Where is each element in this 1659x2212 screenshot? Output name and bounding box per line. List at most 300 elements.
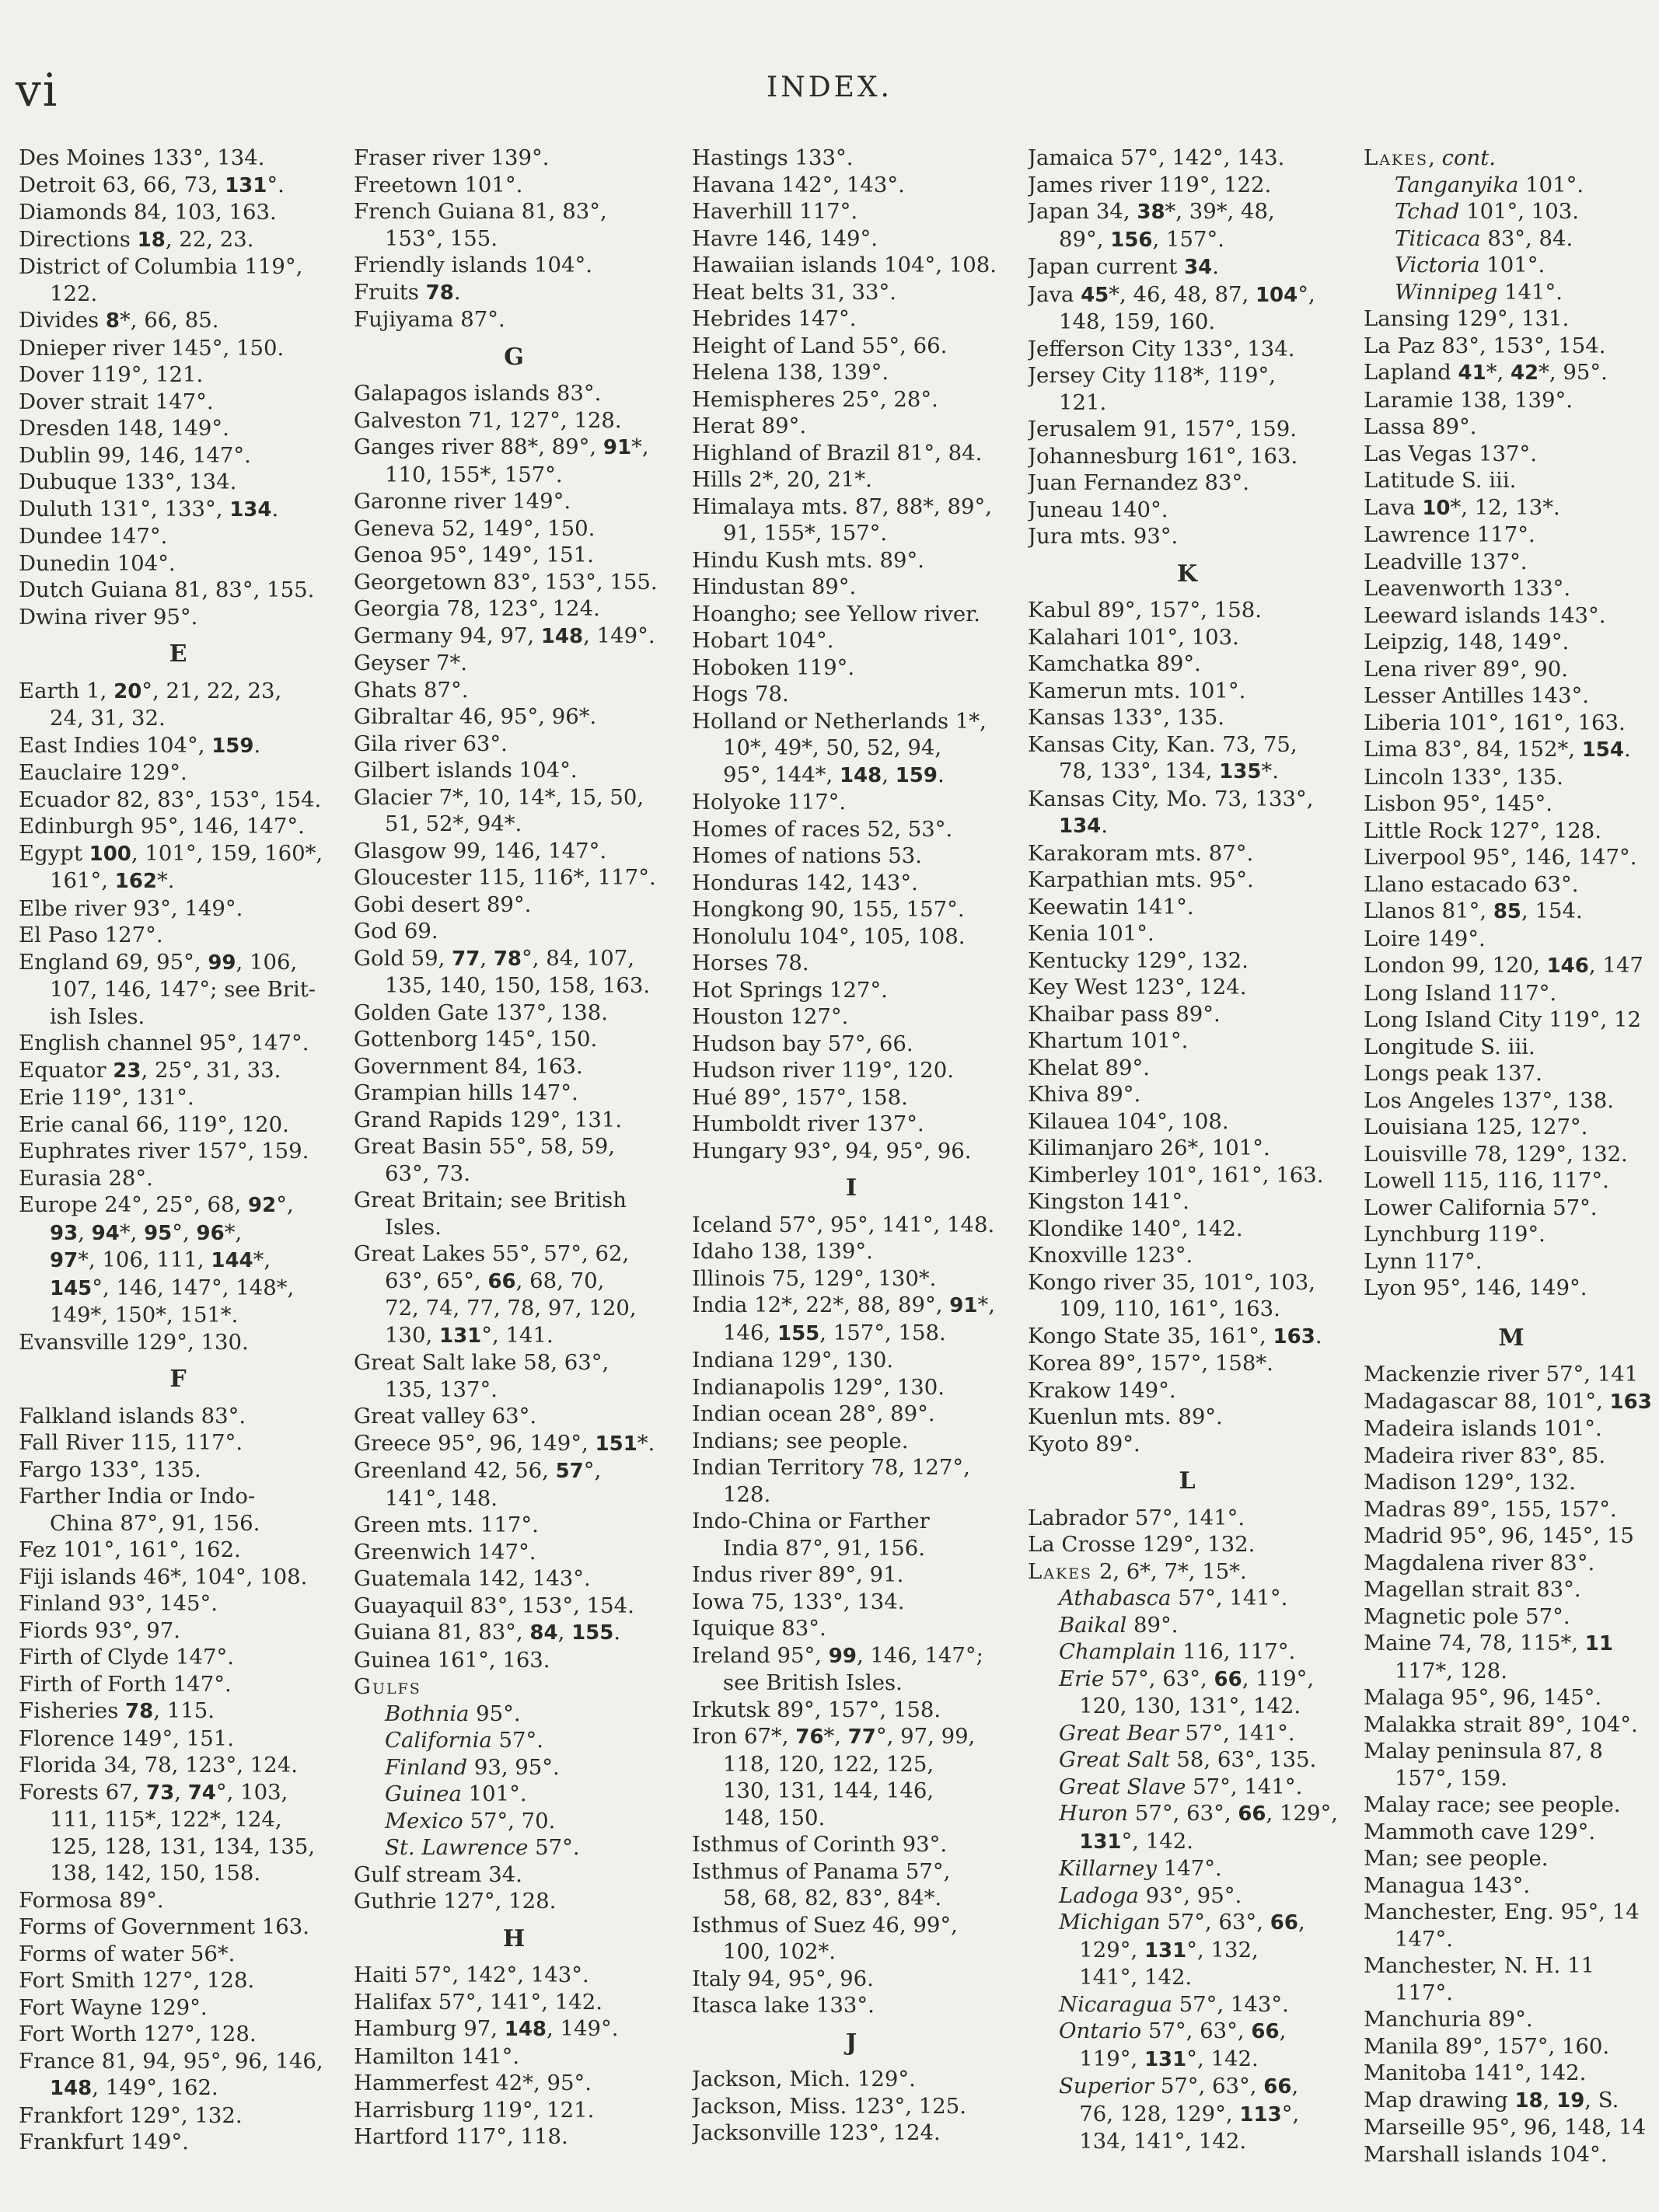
index-entry: Greenland 42, 56, 57°,	[354, 1458, 602, 1483]
index-entry: Hudson bay 57°, 66.	[692, 1031, 913, 1056]
index-entry: Jura mts. 93°.	[1028, 524, 1179, 549]
index-entry: Hamburg 97, 148, 149°.	[354, 2016, 619, 2041]
index-entry-continuation: ish Isles.	[50, 1003, 145, 1029]
index-entry: Hastings 133°.	[692, 145, 854, 170]
index-entry: Houston 127°.	[692, 1004, 849, 1029]
index-entry: Florida 34, 78, 123°, 124.	[19, 1753, 299, 1778]
index-entry: Fraser river 139°.	[354, 145, 550, 170]
index-entry: Indians; see people.	[692, 1428, 909, 1453]
index-entry-continuation: 76, 128, 129°, 113°,	[1059, 2101, 1300, 2127]
index-entry: Duluth 131°, 133°, 134.	[19, 496, 279, 522]
index-entry: Lassa 89°.	[1364, 414, 1477, 439]
index-entry: Europe 24°, 25°, 68, 92°,	[19, 1192, 294, 1217]
index-entry: London 99, 120, 146, 147	[1364, 953, 1643, 978]
index-entry-continuation: 72, 74, 77, 78, 97, 120,	[385, 1296, 637, 1321]
index-entry: Honolulu 104°, 105, 108.	[692, 923, 966, 949]
index-entry: Hartford 117°, 118.	[354, 2124, 568, 2149]
index-entry: Maine 74, 78, 115*, 11	[1364, 1631, 1613, 1656]
index-entry: Fez 101°, 161°, 162.	[19, 1537, 241, 1562]
index-entry: Great Basin 55°, 58, 59,	[354, 1134, 615, 1159]
index-entry: Hemispheres 25°, 28°.	[692, 386, 938, 412]
index-entry-continuation: 141°, 142.	[1059, 1965, 1193, 1990]
index-subentry: Killarney 147°.	[1059, 1856, 1222, 1881]
index-entry: Fort Wayne 129°.	[19, 1994, 208, 2020]
index-entry: Green mts. 117°.	[354, 1512, 539, 1537]
index-entry: Hué 89°, 157°, 158.	[692, 1084, 908, 1110]
index-entry-continuation: 130, 131°, 141.	[385, 1322, 554, 1348]
index-entry: Hobart 104°.	[692, 628, 834, 653]
index-entry: Gilbert islands 104°.	[354, 758, 578, 783]
index-entry: Gold 59, 77, 78°, 84, 107,	[354, 945, 634, 971]
index-entry: Hungary 93°, 94, 95°, 96.	[692, 1138, 972, 1164]
index-entry: Lakes, cont.	[1364, 145, 1497, 170]
index-entry: Guayaquil 83°, 153°, 154.	[354, 1593, 634, 1618]
index-entry: Hoangho; see Yellow river.	[692, 601, 981, 626]
index-entry: Iceland 57°, 95°, 141°, 148.	[692, 1212, 995, 1237]
index-entry: Fisheries 78, 115.	[19, 1698, 215, 1723]
index-entry: Laramie 138, 139°.	[1364, 387, 1573, 413]
index-entry: Malakka strait 89°, 104°.	[1364, 1711, 1638, 1737]
index-subentry: Baikal 89°.	[1059, 1612, 1179, 1638]
index-entry: Great Lakes 55°, 57°, 62,	[354, 1241, 630, 1266]
index-entry: Havana 142°, 143°.	[692, 172, 905, 197]
index-entry-continuation: 131°, 142.	[1079, 1828, 1193, 1854]
index-entry: Lena river 89°, 90.	[1364, 656, 1568, 682]
index-entry: Lima 83°, 84, 152*, 154.	[1364, 737, 1631, 762]
index-entry-continuation: 110, 155*, 157°.	[385, 462, 563, 487]
index-subentry: Superior 57°, 63°, 66,	[1059, 2074, 1299, 2099]
index-entry-continuation: 161°, 162*.	[50, 868, 175, 893]
index-column-4	[1028, 145, 1346, 2155]
index-entry: Lesser Antilles 143°.	[1364, 683, 1590, 708]
index-entry: Gulf stream 34.	[354, 1861, 522, 1887]
index-entry: Hot Springs 127°.	[692, 977, 888, 1003]
index-entry: Falkland islands 83°.	[19, 1403, 246, 1429]
index-entry: Fall River 115, 117°.	[19, 1430, 243, 1455]
index-entry: Fargo 133°, 135.	[19, 1457, 201, 1482]
index-entry: Java 45*, 46, 48, 87, 104°,	[1028, 281, 1315, 307]
index-entry: Llano estacado 63°.	[1364, 871, 1579, 897]
index-subentry: Mexico 57°, 70.	[385, 1808, 556, 1833]
index-entry-continuation: 129°, 131°, 132,	[1059, 1937, 1259, 1963]
index-entry: Lincoln 133°, 135.	[1364, 764, 1563, 790]
index-entry-continuation: China 87°, 91, 156.	[50, 1510, 260, 1536]
letter-heading: L	[1179, 1467, 1196, 1495]
index-entry: Knoxville 123°.	[1028, 1243, 1193, 1268]
index-subentry: Erie 57°, 63°, 66, 119°,	[1059, 1666, 1315, 1691]
index-entry: Liberia 101°, 161°, 163.	[1364, 710, 1626, 735]
index-entry: Galapagos islands 83°.	[354, 381, 602, 406]
index-entry: Lisbon 95°, 145°.	[1364, 791, 1552, 816]
index-entry: Gobi desert 89°.	[354, 891, 532, 917]
index-entry: Japan current 34.	[1028, 254, 1219, 279]
index-entry: Fiji islands 46*, 104°, 108.	[19, 1564, 308, 1589]
index-entry: Dnieper river 145°, 150.	[19, 335, 285, 361]
index-entry-continuation: 93, 94*, 95°, 96*,	[50, 1219, 243, 1245]
index-entry: Mackenzie river 57°, 141	[1364, 1362, 1639, 1387]
letter-heading: F	[169, 1366, 187, 1393]
index-subentry: Tanganyika 101°.	[1395, 172, 1584, 197]
index-entry: Longs peak 137.	[1364, 1061, 1542, 1086]
index-entry: Lynchburg 119°.	[1364, 1222, 1545, 1247]
letter-heading: G	[504, 343, 524, 371]
index-entry: Euphrates river 157°, 159.	[19, 1139, 309, 1164]
index-entry: Karpathian mts. 95°.	[1028, 867, 1254, 892]
index-entry: Iron 67*, 76*, 77°, 97, 99,	[692, 1724, 976, 1749]
index-entry: Keewatin 141°.	[1028, 894, 1194, 919]
index-entry: Gottenborg 145°, 150.	[354, 1027, 598, 1052]
index-entry: Long Island 117°.	[1364, 980, 1557, 1006]
index-entry: Isthmus of Suez 46, 99°,	[692, 1912, 958, 1938]
index-entry-continuation: 153°, 155.	[385, 225, 498, 251]
index-entry: Indus river 89°, 91.	[692, 1562, 904, 1587]
index-entry: Frankfurt 149°.	[19, 2130, 189, 2154]
index-entry: Great valley 63°.	[354, 1404, 537, 1429]
page-number: vi	[16, 64, 59, 117]
index-entry: La Crosse 129°, 132.	[1028, 1532, 1256, 1557]
index-entry: Greece 95°, 96, 149°, 151*.	[354, 1430, 655, 1456]
index-subentry: Great Slave 57°, 141°.	[1059, 1774, 1303, 1799]
index-entry: Kongo State 35, 161°, 163.	[1028, 1323, 1322, 1348]
index-entry: Firth of Forth 147°.	[19, 1671, 232, 1697]
index-entry: Leipzig, 148, 149°.	[1364, 630, 1570, 654]
index-entry-continuation: 51, 52*, 94*.	[385, 811, 522, 836]
index-entry: Jersey City 118*, 119°,	[1028, 363, 1276, 388]
index-entry: Equator 23, 25°, 31, 33.	[19, 1057, 281, 1083]
index-entry: Isthmus of Corinth 93°.	[692, 1832, 948, 1857]
index-subentry: Tchad 101°, 103.	[1395, 199, 1580, 224]
index-entry: Honduras 142, 143°.	[692, 870, 918, 895]
index-entry: Hindu Kush mts. 89°.	[692, 547, 924, 573]
index-entry: Louisville 78, 129°, 132.	[1364, 1141, 1628, 1167]
index-entry-continuation: 146, 155, 157°, 158.	[723, 1320, 946, 1345]
index-entry: Key West 123°, 124.	[1028, 975, 1247, 1000]
index-entry: Madrid 95°, 96, 145°, 15	[1364, 1523, 1634, 1548]
index-column-2	[354, 145, 674, 2151]
index-entry: Firth of Clyde 147°.	[19, 1645, 234, 1669]
index-column-3	[692, 145, 1011, 2147]
index-entry-continuation: 125, 128, 131, 134, 135,	[50, 1833, 316, 1859]
index-entry: Ganges river 88*, 89°, 91*,	[354, 434, 649, 459]
index-entry-continuation: 111, 115*, 122*, 124,	[50, 1807, 282, 1832]
index-entry: Geyser 7*.	[354, 651, 468, 675]
index-entry-continuation: Isles.	[385, 1214, 442, 1240]
index-entry: Dover strait 147°.	[19, 389, 214, 414]
index-subentry: Titicaca 83°, 84.	[1395, 225, 1573, 251]
index-entry: Irkutsk 89°, 157°, 158.	[692, 1697, 941, 1722]
index-entry-continuation: 130, 131, 144, 146,	[723, 1778, 934, 1803]
index-entry: Marshall islands 104°.	[1364, 2141, 1608, 2167]
index-entry: Japan 34, 38*, 39*, 48,	[1028, 199, 1275, 224]
index-entry: Elbe river 93°, 149°.	[19, 895, 243, 921]
index-entry: Lapland 41*, 42*, 95°.	[1364, 360, 1608, 385]
index-entry: Johannesburg 161°, 163.	[1028, 443, 1298, 469]
index-entry: Formosa 89°.	[19, 1887, 164, 1913]
index-entry: Map drawing 18, 19, S.	[1364, 2087, 1619, 2113]
index-entry: Malay peninsula 87, 8	[1364, 1739, 1603, 1764]
index-entry: Madras 89°, 155, 157°.	[1364, 1496, 1617, 1522]
index-entry: Hebrides 147°.	[692, 306, 857, 331]
index-entry: Kansas City, Mo. 73, 133°,	[1028, 786, 1314, 811]
index-entry-continuation: 148, 159, 160.	[1059, 309, 1216, 334]
index-entry: Madeira islands 101°.	[1364, 1416, 1602, 1441]
index-entry: Hoboken 119°.	[692, 654, 855, 680]
index-entry: Himalaya mts. 87, 88*, 89°,	[692, 494, 993, 519]
index-subentry: Winnipeg 141°.	[1395, 279, 1563, 305]
index-entry: Harrisburg 119°, 121.	[354, 2097, 595, 2123]
index-entry: Kilimanjaro 26*, 101°.	[1028, 1136, 1270, 1160]
index-entry: Isthmus of Panama 57°,	[692, 1858, 951, 1884]
index-entry-continuation: 135, 140, 150, 158, 163.	[385, 973, 651, 998]
index-entry: Madeira river 83°, 85.	[1364, 1443, 1606, 1468]
index-entry: Kingston 141°.	[1028, 1189, 1189, 1214]
index-entry: Magellan strait 83°.	[1364, 1577, 1581, 1602]
index-entry: Dwina river 95°.	[19, 604, 198, 630]
index-entry: Indian ocean 28°, 89°.	[692, 1401, 935, 1426]
index-entry: Hogs 78.	[692, 682, 789, 707]
index-entry-continuation: 148, 150.	[723, 1805, 826, 1830]
index-entry: Homes of nations 53.	[692, 843, 923, 868]
index-entry: Ecuador 82, 83°, 153°, 154.	[19, 787, 322, 812]
index-entry: Eauclaire 129°.	[19, 760, 187, 785]
index-entry: Egypt 100, 101°, 159, 160*,	[19, 840, 323, 866]
index-entry: Leeward islands 143°.	[1364, 602, 1606, 628]
index-entry: Kansas 133°, 135.	[1028, 705, 1224, 730]
index-entry-continuation: 63°, 73.	[385, 1160, 470, 1186]
index-entry: Hills 2*, 20, 21*.	[692, 467, 872, 492]
index-entry: Madagascar 88, 101°, 163	[1364, 1388, 1652, 1414]
index-entry: India 12*, 22*, 88, 89°, 91*,	[692, 1293, 995, 1317]
index-entry-continuation: 100, 102*.	[723, 1939, 836, 1964]
index-entry: Leavenworth 133°.	[1364, 576, 1571, 601]
index-entry: Earth 1, 20°, 21, 22, 23,	[19, 678, 282, 703]
index-column-5	[1364, 145, 1659, 2168]
index-entry: Forms of Government 163.	[19, 1914, 309, 1939]
index-entry-continuation: 128.	[723, 1481, 771, 1507]
index-entry: Erie canal 66, 119°, 120.	[19, 1111, 289, 1137]
index-entry: Great Salt lake 58, 63°,	[354, 1350, 609, 1375]
index-entry-continuation: 122.	[50, 281, 98, 306]
index-entry-continuation: 135, 137°.	[385, 1376, 498, 1402]
index-entry: Haiti 57°, 142°, 143°.	[354, 1963, 589, 1987]
index-entry: Lyon 95°, 146, 149°.	[1364, 1275, 1587, 1300]
index-entry-continuation: 134.	[1059, 813, 1109, 838]
index-subentry: Finland 93, 95°.	[385, 1754, 560, 1780]
index-entry: Loire 149°.	[1364, 926, 1486, 951]
index-entry: God 69.	[354, 919, 438, 944]
index-entry: Golden Gate 137°, 138.	[354, 1000, 609, 1025]
index-entry: East Indies 104°, 159.	[19, 732, 261, 758]
index-entry: Guthrie 127°, 128.	[354, 1889, 557, 1914]
index-entry: Halifax 57°, 141°, 142.	[354, 1989, 602, 2015]
index-entry: Kabul 89°, 157°, 158.	[1028, 598, 1262, 623]
index-entry-continuation: 107, 146, 147°; see Brit-	[50, 977, 316, 1002]
index-entry: Dundee 147°.	[19, 524, 168, 549]
index-entry: Erie 119°, 131°.	[19, 1085, 194, 1110]
index-entry: Edinburgh 95°, 146, 147°.	[19, 814, 305, 839]
index-entry: French Guiana 81, 83°,	[354, 199, 607, 224]
index-entry: Des Moines 133°, 134.	[19, 145, 265, 170]
index-entry: Indiana 129°, 130.	[692, 1348, 894, 1373]
index-entry: Kongo river 35, 101°, 103,	[1028, 1269, 1316, 1295]
index-entry: Hammerfest 42*, 95°.	[354, 2071, 592, 2095]
index-entry: Heat belts 31, 33°.	[692, 279, 896, 305]
index-entry: Ireland 95°, 99, 146, 147°;	[692, 1642, 983, 1668]
index-entry: Lakes 2, 6*, 7*, 15*.	[1028, 1558, 1247, 1584]
index-entry-continuation: 145°, 146, 147°, 148*,	[50, 1275, 295, 1300]
index-entry: Hawaiian islands 104°, 108.	[692, 253, 997, 277]
index-entry: Fort Worth 127°, 128.	[19, 2022, 257, 2046]
index-entry: Leadville 137°.	[1364, 549, 1528, 574]
index-entry: Malaga 95°, 96, 145°.	[1364, 1685, 1602, 1710]
index-entry: Manchester, N. H. 11	[1364, 1953, 1594, 1978]
index-entry: Highland of Brazil 81°, 84.	[692, 440, 983, 466]
index-entry: Kamerun mts. 101°.	[1028, 678, 1246, 703]
index-entry: Kamchatka 89°.	[1028, 651, 1201, 676]
index-entry: Garonne river 149°.	[354, 489, 571, 514]
index-entry-continuation: India 87°, 91, 156.	[723, 1535, 926, 1561]
letter-heading: H	[502, 1924, 526, 1952]
index-entry: Friendly islands 104°.	[354, 253, 592, 277]
index-entry: Lava 10*, 12, 13*.	[1364, 494, 1560, 520]
index-entry: Fujiyama 87°.	[354, 307, 505, 332]
index-entry: Humboldt river 137°.	[692, 1111, 924, 1136]
index-entry-continuation: 97*, 106, 111, 144*,	[50, 1247, 271, 1272]
index-entry: Longitude S. iii.	[1364, 1034, 1535, 1059]
index-entry: Herat 89°.	[692, 413, 807, 438]
index-entry: Kenia 101°.	[1028, 921, 1154, 946]
index-entry: Kalahari 101°, 103.	[1028, 624, 1239, 650]
index-entry: Man; see people.	[1364, 1846, 1549, 1871]
index-entry: Dubuque 133°, 134.	[19, 469, 237, 494]
letter-heading: I	[845, 1174, 857, 1202]
index-entry: Haverhill 117°.	[692, 199, 858, 224]
index-subentry: Michigan 57°, 63°, 66,	[1059, 1910, 1305, 1935]
index-entry: Havre 146, 149°.	[692, 225, 878, 251]
index-entry: Los Angeles 137°, 138.	[1364, 1087, 1614, 1113]
index-subentry: Great Salt 58, 63°, 135.	[1059, 1747, 1317, 1772]
index-entry-continuation: 109, 110, 161°, 163.	[1059, 1296, 1280, 1321]
index-entry: Homes of races 52, 53°.	[692, 816, 953, 842]
index-entry: Khelat 89°.	[1028, 1055, 1150, 1080]
index-entry: Frankfort 129°, 132.	[19, 2102, 243, 2128]
index-entry: Lower California 57°.	[1364, 1195, 1598, 1220]
index-entry: Lansing 129°, 131.	[1364, 306, 1570, 331]
index-entry: Madison 129°, 132.	[1364, 1470, 1577, 1495]
letter-heading: E	[169, 640, 187, 668]
index-subentry: Huron 57°, 63°, 66, 129°,	[1059, 1801, 1338, 1826]
index-entry: Manila 89°, 157°, 160.	[1364, 2033, 1610, 2059]
index-entry: Khaibar pass 89°.	[1028, 1001, 1221, 1027]
index-entry-continuation: 118, 120, 122, 125,	[723, 1751, 934, 1777]
index-entry: Indo-China or Farther	[692, 1509, 930, 1533]
index-entry-continuation: 141°, 148.	[385, 1485, 498, 1511]
index-entry: Government 84, 163.	[354, 1053, 583, 1079]
index-entry: Las Vegas 137°.	[1364, 441, 1537, 466]
index-entry: Itasca lake 133°.	[692, 1993, 875, 2018]
index-entry: Lynn 117°.	[1364, 1248, 1483, 1274]
index-entry: Fruits 78.	[354, 279, 461, 305]
index-entry-continuation: 63°, 65°, 66, 68, 70,	[385, 1268, 605, 1293]
index-entry: Jackson, Miss. 123°, 125.	[692, 2093, 966, 2119]
index-entry: France 81, 94, 95°, 96, 146,	[19, 2048, 323, 2074]
index-entry: Magnetic pole 57°.	[1364, 1603, 1570, 1629]
index-entry-continuation: 157°, 159.	[1395, 1765, 1507, 1791]
index-entry: Hudson river 119°, 120.	[692, 1058, 955, 1083]
index-entry-continuation: 78, 133°, 134, 135*.	[1059, 759, 1279, 783]
index-entry: Grampian hills 147°.	[354, 1080, 578, 1105]
index-entry: Jamaica 57°, 142°, 143.	[1028, 145, 1285, 170]
index-entry: Iowa 75, 133°, 134.	[692, 1589, 905, 1614]
index-entry: Gibraltar 46, 95°, 96*.	[354, 704, 597, 729]
index-entry: Kentucky 129°, 132.	[1028, 947, 1249, 973]
index-entry: Malay race; see people.	[1364, 1792, 1621, 1817]
index-entry: Horses 78.	[692, 951, 809, 975]
index-entry: Jacksonville 123°, 124.	[692, 2120, 941, 2145]
index-subentry: Athabasca 57°, 141°.	[1059, 1586, 1288, 1610]
index-entry: Forms of water 56*.	[19, 1941, 236, 1966]
index-entry-continuation: 89°, 156, 157°.	[1059, 226, 1224, 252]
index-entry: Italy 94, 95°, 96.	[692, 1966, 874, 1991]
index-entry: Iquique 83°.	[692, 1616, 826, 1641]
index-entry: Louisiana 125, 127°.	[1364, 1115, 1588, 1139]
index-entry: Managua 143°.	[1364, 1872, 1531, 1898]
index-entry: Florence 149°, 151.	[19, 1725, 234, 1751]
index-subentry: St. Lawrence 57°.	[385, 1835, 580, 1860]
group-heading: Gulfs	[354, 1674, 421, 1699]
letter-heading: J	[845, 2029, 857, 2057]
index-entry: Lawrence 117°.	[1364, 522, 1535, 547]
index-entry-continuation: 120, 130, 131°, 142.	[1059, 1694, 1301, 1718]
index-subentry: Ontario 57°, 63°, 66,	[1059, 2018, 1287, 2043]
index-entry: Kuenlun mts. 89°.	[1028, 1404, 1223, 1429]
index-entry: Directions 18, 22, 23.	[19, 226, 254, 252]
index-entry: Juneau 140°.	[1028, 497, 1168, 522]
index-entry: Hongkong 90, 155, 157°.	[692, 897, 965, 922]
index-entry: Khiva 89°.	[1028, 1082, 1141, 1107]
index-entry: Manitoba 141°, 142.	[1364, 2060, 1587, 2085]
index-entry: Korea 89°, 157°, 158*.	[1028, 1351, 1273, 1376]
index-entry: Divides 8*, 66, 85.	[19, 308, 219, 333]
index-entry-continuation: 117*, 128.	[1395, 1658, 1507, 1683]
index-entry: Krakow 149°.	[1028, 1377, 1176, 1403]
letter-heading: M	[1498, 1324, 1525, 1352]
index-entry: Guiana 81, 83°, 84, 155.	[354, 1620, 621, 1645]
index-entry: Forests 67, 73, 74°, 103,	[19, 1779, 288, 1805]
index-subentry: Great Bear 57°, 141°.	[1059, 1720, 1295, 1746]
index-entry: Evansville 129°, 130.	[19, 1329, 249, 1355]
index-entry-continuation: 91, 155*, 157°.	[723, 521, 888, 546]
index-subentry: Champlain 116, 117°.	[1059, 1639, 1296, 1664]
index-entry: Height of Land 55°, 66.	[692, 333, 948, 358]
index-entry: La Paz 83°, 153°, 154.	[1364, 333, 1606, 358]
index-entry: Ghats 87°.	[354, 677, 469, 703]
index-entry: Mammoth cave 129°.	[1364, 1819, 1596, 1844]
index-entry: Jefferson City 133°, 134.	[1028, 336, 1295, 361]
index-entry: Lowell 115, 116, 117°.	[1364, 1168, 1609, 1193]
index-subentry: California 57°.	[385, 1728, 544, 1753]
index-subentry: Bothnia 95°.	[385, 1701, 521, 1726]
index-entry: Kimberley 101°, 161°, 163.	[1028, 1162, 1324, 1188]
index-entry: Long Island City 119°, 12	[1364, 1007, 1641, 1032]
index-entry: Great Britain; see British	[354, 1188, 627, 1212]
index-entry: Georgia 78, 123°, 124.	[354, 596, 600, 621]
index-entry-continuation: 119°, 131°, 142.	[1059, 2046, 1259, 2071]
index-entry-continuation: 138, 142, 150, 158.	[50, 1861, 261, 1886]
index-entry: Indian Territory 78, 127°,	[692, 1455, 970, 1480]
index-entry: Dublin 99, 146, 147°.	[19, 442, 251, 468]
index-entry: Klondike 140°, 142.	[1028, 1216, 1243, 1241]
